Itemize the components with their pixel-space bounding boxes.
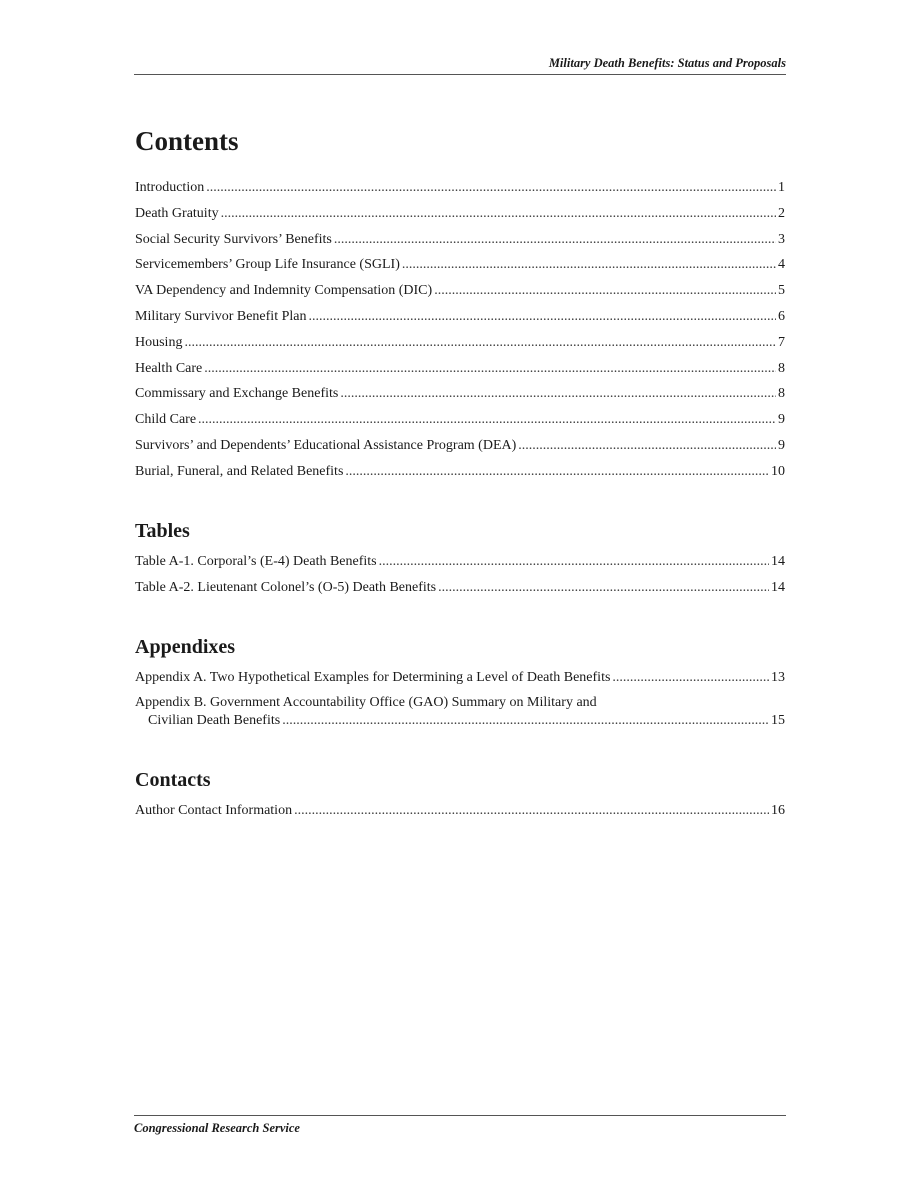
leader-dots (198, 411, 776, 429)
tables-heading: Tables (135, 519, 190, 542)
toc-entry-page: 9 (778, 412, 785, 428)
toc-entry-burial[interactable] (135, 463, 785, 481)
toc-entry-page: 7 (778, 334, 785, 350)
toc-entry-title: Table A-2. Lieutenant Colonel’s (O-5) Death Benefits (135, 579, 437, 595)
leader-dots (340, 385, 776, 403)
toc-entry-page: 4 (778, 257, 785, 273)
contacts-section (135, 766, 785, 820)
toc-entry-title: Introduction (135, 180, 205, 195)
toc-entry-page: 15 (771, 713, 785, 729)
toc-entry-page: 6 (778, 308, 785, 324)
toc-entry-title: Health Care (135, 360, 203, 376)
toc-entry-sgli[interactable] (135, 256, 785, 274)
toc-entry-title: Military Survivor Benefit Plan (135, 308, 307, 324)
leader-dots (334, 231, 776, 249)
running-header: Military Death Benefits: Status and Proposals (134, 56, 786, 75)
leader-dots (434, 282, 776, 300)
appendixes-list (135, 669, 785, 731)
toc-entry-page: 16 (771, 803, 785, 819)
toc-entry-title-line2: Civilian Death Benefits (148, 713, 281, 729)
toc-entry-appendix-b[interactable] (135, 694, 785, 730)
contents-heading: Contents (135, 126, 239, 156)
toc-entry-death-gratuity[interactable] (135, 205, 785, 223)
toc-entry-table-a1[interactable] (135, 553, 785, 571)
toc-entry-title: Social Security Survivors’ Benefits (135, 231, 332, 247)
leader-dots (206, 179, 776, 197)
toc-entry-child-care[interactable] (135, 411, 785, 429)
toc-entry-page: 14 (771, 553, 785, 569)
toc-entry-title: Survivors’ and Dependents’ Educational Assistance Program (DEA) (135, 437, 517, 453)
leader-dots (438, 579, 769, 597)
toc-entry-commissary[interactable] (135, 385, 785, 403)
toc-entry-title: Housing (135, 334, 183, 350)
tables-list (135, 553, 785, 597)
contents-list (135, 179, 785, 481)
table-of-contents (135, 124, 785, 828)
toc-entry-survivor-benefit-plan[interactable] (135, 308, 785, 326)
contacts-heading: Contacts (135, 769, 211, 792)
toc-entry-introduction[interactable] (135, 179, 785, 197)
toc-entry-title: Death Gratuity (135, 205, 219, 221)
toc-entry-page: 2 (778, 205, 785, 221)
leader-dots (204, 360, 776, 378)
leader-dots (221, 205, 776, 223)
toc-entry-page: 8 (778, 360, 785, 376)
leader-dots (184, 334, 776, 352)
tables-section (135, 517, 785, 597)
toc-entry-page: 3 (778, 231, 785, 247)
leader-dots (345, 463, 769, 481)
toc-entry-title: Child Care (135, 412, 197, 428)
toc-entry-title: Burial, Funeral, and Related Benefits (135, 463, 344, 479)
toc-entry-author-contact[interactable] (135, 802, 785, 820)
leader-dots (518, 437, 776, 455)
toc-entry-title: Commissary and Exchange Benefits (135, 386, 339, 402)
leader-dots (282, 712, 769, 730)
toc-entry-title: Table A-1. Corporal’s (E-4) Death Benefits (135, 553, 377, 569)
toc-entry-page: 9 (778, 437, 785, 453)
contacts-list (135, 802, 785, 820)
toc-entry-continuation (135, 712, 785, 730)
toc-entry-housing[interactable] (135, 334, 785, 352)
toc-entry-title: Servicemembers’ Group Life Insurance (SGLI) (135, 257, 400, 273)
toc-entry-title-line1: Appendix B. Government Accountability Office (GAO) Summary on Military and (135, 695, 597, 711)
toc-entry-health-care[interactable] (135, 360, 785, 378)
toc-entry-title: Appendix A. Two Hypothetical Examples for Determining a Level of Death Benefits (135, 669, 611, 685)
toc-entry-table-a2[interactable] (135, 579, 785, 597)
toc-entry-title: Author Contact Information (135, 803, 293, 819)
toc-entry-page: 13 (771, 669, 785, 685)
toc-entry-page: 14 (771, 579, 785, 595)
toc-entry-dic[interactable] (135, 282, 785, 300)
appendixes-section (135, 633, 785, 731)
leader-dots (402, 256, 776, 274)
appendixes-heading: Appendixes (135, 635, 236, 658)
toc-entry-title: VA Dependency and Indemnity Compensation (DIC) (135, 283, 433, 299)
leader-dots (294, 802, 769, 820)
toc-entry-page: 8 (778, 386, 785, 402)
leader-dots (612, 669, 769, 687)
running-footer: Congressional Research Service (134, 1115, 786, 1136)
toc-entry-page: 5 (778, 283, 785, 299)
leader-dots (308, 308, 776, 326)
toc-entry-dea[interactable] (135, 437, 785, 455)
toc-entry-page: 10 (771, 463, 785, 479)
toc-entry-page: 1 (778, 180, 785, 195)
toc-entry-appendix-a[interactable] (135, 669, 785, 687)
leader-dots (379, 553, 769, 571)
toc-entry-social-security[interactable] (135, 231, 785, 249)
